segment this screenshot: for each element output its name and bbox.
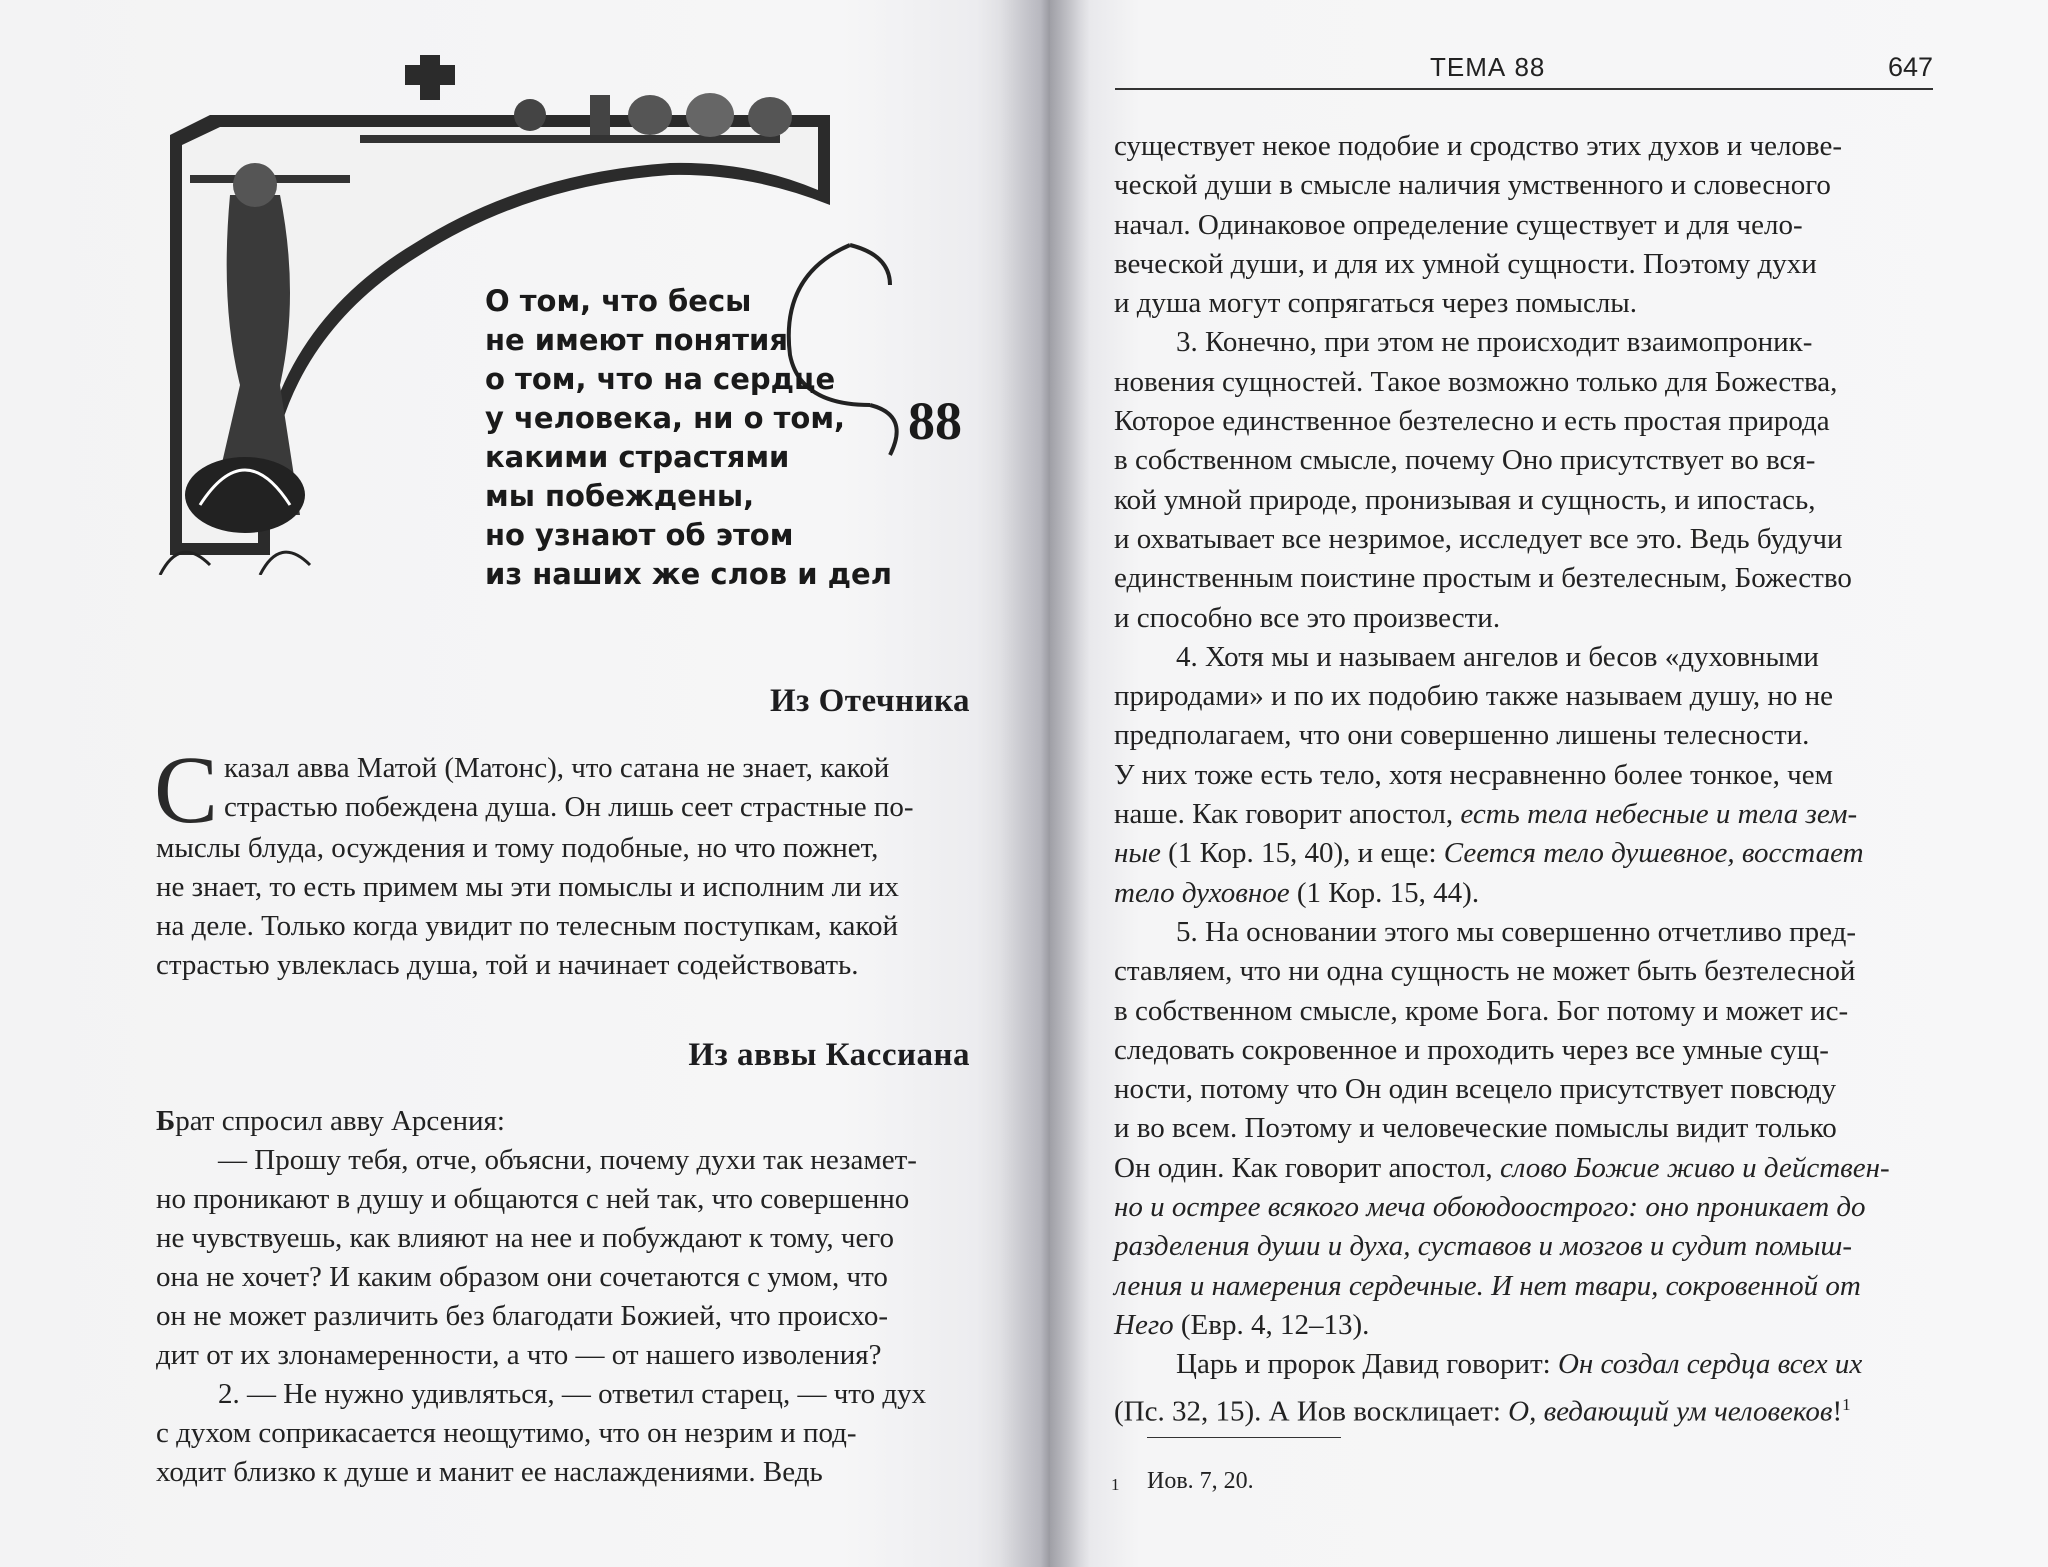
quote-fragment: но и острее всякого меча обоюдоострого: оно проникает до <box>1114 1191 1866 1224</box>
text-fragment: (Пс. 32, 15). А Иов восклицает: <box>1114 1395 1509 1428</box>
text-line <box>1114 1149 1934 1188</box>
text-line <box>1114 1227 1934 1266</box>
header-rule <box>1115 88 1933 90</box>
text-line: предполагаем, что они совершенно лишены телесности. <box>1114 719 1810 752</box>
text-line: казал авва Матой (Матонс), что сатана не знает, какой <box>224 752 890 784</box>
text-fragment: (1 Кор. 15, 44). <box>1289 876 1480 909</box>
text-line: Которое единственное безтелесно и есть простая природа <box>1114 405 1830 438</box>
footnote-rule <box>1147 1437 1341 1438</box>
text-line <box>1114 874 1934 913</box>
text-line: и душа могут сопрягаться через помыслы. <box>1114 287 1638 320</box>
section-title-otechnik: Из Отечника <box>769 683 970 719</box>
text-line <box>1114 1306 1934 1345</box>
text-line <box>1114 834 1934 873</box>
text-line: новения сущностей. Такое возможно только для Божества, <box>1114 365 1838 398</box>
quote-fragment: слово Божие живо и действен- <box>1499 1151 1890 1184</box>
quote-fragment: О, ведающий ум человеков <box>1508 1395 1833 1428</box>
text-line: страстью побеждена душа. Он лишь сеет страстные по- <box>224 791 914 823</box>
text-line: она не хочет? И каким образом они сочетаются с умом, что <box>156 1261 888 1293</box>
text-line: мыслы блуда, осуждения и тому подобные, но что пожнет, <box>156 832 879 864</box>
theme-heading <box>485 282 892 594</box>
text-fragment: ! <box>1832 1395 1843 1428</box>
footnote-text: Иов. 7, 20. <box>1147 1468 1254 1494</box>
text-line: и во всем. Поэтому и человеческие помыслы видит только <box>1114 1112 1837 1145</box>
text-line: 3. Конечно, при этом не происходит взаимопроник- <box>1176 326 1813 359</box>
text-line: в собственном смысле, почему Оно присутствует во вся- <box>1114 444 1816 477</box>
text-fragment: (Евр. 4, 12–13). <box>1173 1308 1370 1341</box>
text-line: 5. На основании этого мы совершенно отчетливо пред- <box>1176 915 1857 948</box>
quote-fragment: Него <box>1114 1308 1174 1341</box>
text-line <box>1114 1345 1934 1384</box>
text-line: ности, потому что Он один всецело присутствует повсюду <box>1114 1073 1837 1106</box>
text-fragment: (1 Кор. 15, 40), и еще: <box>1160 837 1444 870</box>
text-line: но проникают в душу и общаются с ней так, что совершенно <box>156 1183 910 1215</box>
text-line: на деле. Только когда увидит по телесным поступкам, какой <box>156 910 898 942</box>
text-line: природами» и по их подобию также называем душу, но не <box>1114 680 1833 713</box>
text-line: дит от их злонамеренности, а что — от нашего изволения? <box>156 1339 882 1371</box>
text-line: кой умной природе, пронизывая и сущность, и ипостась, <box>1114 483 1816 516</box>
section-kassian-text <box>156 1102 970 1492</box>
text-fragment: Царь и пророк Давид говорит: <box>1176 1348 1558 1381</box>
text-line: ческой души в смысле наличия умственного и словесного <box>1114 169 1831 202</box>
footnote-mark: 1 <box>1111 1475 1120 1494</box>
text-line: и способно все это произвести. <box>1114 601 1501 634</box>
text-line: следовать сокровенное и проходить через все умные сущ- <box>1114 1033 1829 1066</box>
heading-line: у человека, ни о том, <box>485 401 846 435</box>
quote-fragment: ления и намерения сердечные. И нет твари, сокровенной от <box>1114 1269 1861 1302</box>
section-title-kassian: Из аввы Кассиана <box>688 1037 970 1073</box>
drop-cap: С <box>154 736 219 843</box>
text-line: не чувствуешь, как влияют на нее и побуждают к тому, чего <box>156 1222 894 1254</box>
text-line <box>156 1102 970 1141</box>
footnote-reference[interactable]: 1 <box>1842 1394 1851 1414</box>
quote-fragment: Он создал сердца всех их <box>1557 1348 1863 1381</box>
heading-line: О том, что бесы <box>485 284 752 318</box>
text-line: начал. Одинаковое определение существует и для чело- <box>1114 208 1803 241</box>
heading-line: о том, что на сердце <box>485 362 836 396</box>
text-line: не знает, то есть примем мы эти помыслы и исполним ли их <box>156 871 899 903</box>
heading-line: но узнают об этом <box>485 518 794 552</box>
quote-fragment: разделения души и духа, суставов и мозгов и судит помыш- <box>1114 1230 1853 1263</box>
heading-line: не имеют понятия <box>485 323 788 357</box>
text-line: — Прошу тебя, отче, объясни, почему духи так незамет- <box>218 1144 917 1176</box>
text-line <box>1114 795 1934 834</box>
text-line: ставляем, что ни одна сущность не может быть безтелесной <box>1114 955 1856 988</box>
quote-fragment: Сеется тело душевное, восстает <box>1443 837 1864 870</box>
theme-number: 88 <box>908 391 962 451</box>
text-line: веческой души, и для их умной сущности. Поэтому духи <box>1114 247 1817 280</box>
heading-line: мы побеждены, <box>485 479 755 513</box>
text-fragment: рат спросил авву Арсения: <box>175 1105 505 1137</box>
section-otechnik-text <box>154 736 970 985</box>
bold-initial: Б <box>156 1105 176 1137</box>
quote-fragment: ные <box>1114 837 1161 870</box>
heading-line: из наших же слов и дел <box>485 557 892 591</box>
text-line: в собственном смысле, кроме Бога. Бог потому и может ис- <box>1114 994 1849 1027</box>
right-page-text <box>1114 127 1934 1431</box>
book-gutter <box>1000 0 1090 1567</box>
text-line: он не может различить без благодати Божией, что происхо- <box>156 1300 888 1332</box>
text-line: 4. Хотя мы и называем ангелов и бесов «духовными <box>1176 640 1819 673</box>
running-header-title: ТЕМА 88 <box>1430 52 1546 82</box>
text-line: ходит близко к душе и манит ее наслаждениями. Ведь <box>156 1456 823 1488</box>
text-line: У них тоже есть тело, хотя несравненно более тонкое, чем <box>1114 758 1833 791</box>
text-line: единственным поистине простым и безтелесным, Божество <box>1114 562 1852 595</box>
text-line: существует некое подобие и сродство этих духов и челове- <box>1114 130 1842 162</box>
quote-fragment: тело духовное <box>1114 876 1290 909</box>
heading-line: какими страстями <box>485 440 790 474</box>
text-fragment: наше. Как говорит апостол, <box>1114 798 1461 831</box>
text-line <box>1114 1188 1934 1227</box>
text-line <box>1114 1385 1934 1432</box>
text-line: и охватывает все незримое, исследует все это. Ведь будучи <box>1114 522 1843 555</box>
text-line: страстью увлеклась душа, той и начинает содействовать. <box>156 949 859 981</box>
text-line <box>1114 1267 1934 1306</box>
text-line: с духом соприкасается неощутимо, что он незрим и под- <box>156 1417 857 1449</box>
text-line: 2. — Не нужно удивляться, — ответил старец, — что дух <box>218 1378 927 1410</box>
text-fragment: Он один. Как говорит апостол, <box>1114 1151 1500 1184</box>
quote-fragment: есть тела небесные и тела зем- <box>1460 798 1858 831</box>
page-number: 647 <box>1887 52 1933 82</box>
